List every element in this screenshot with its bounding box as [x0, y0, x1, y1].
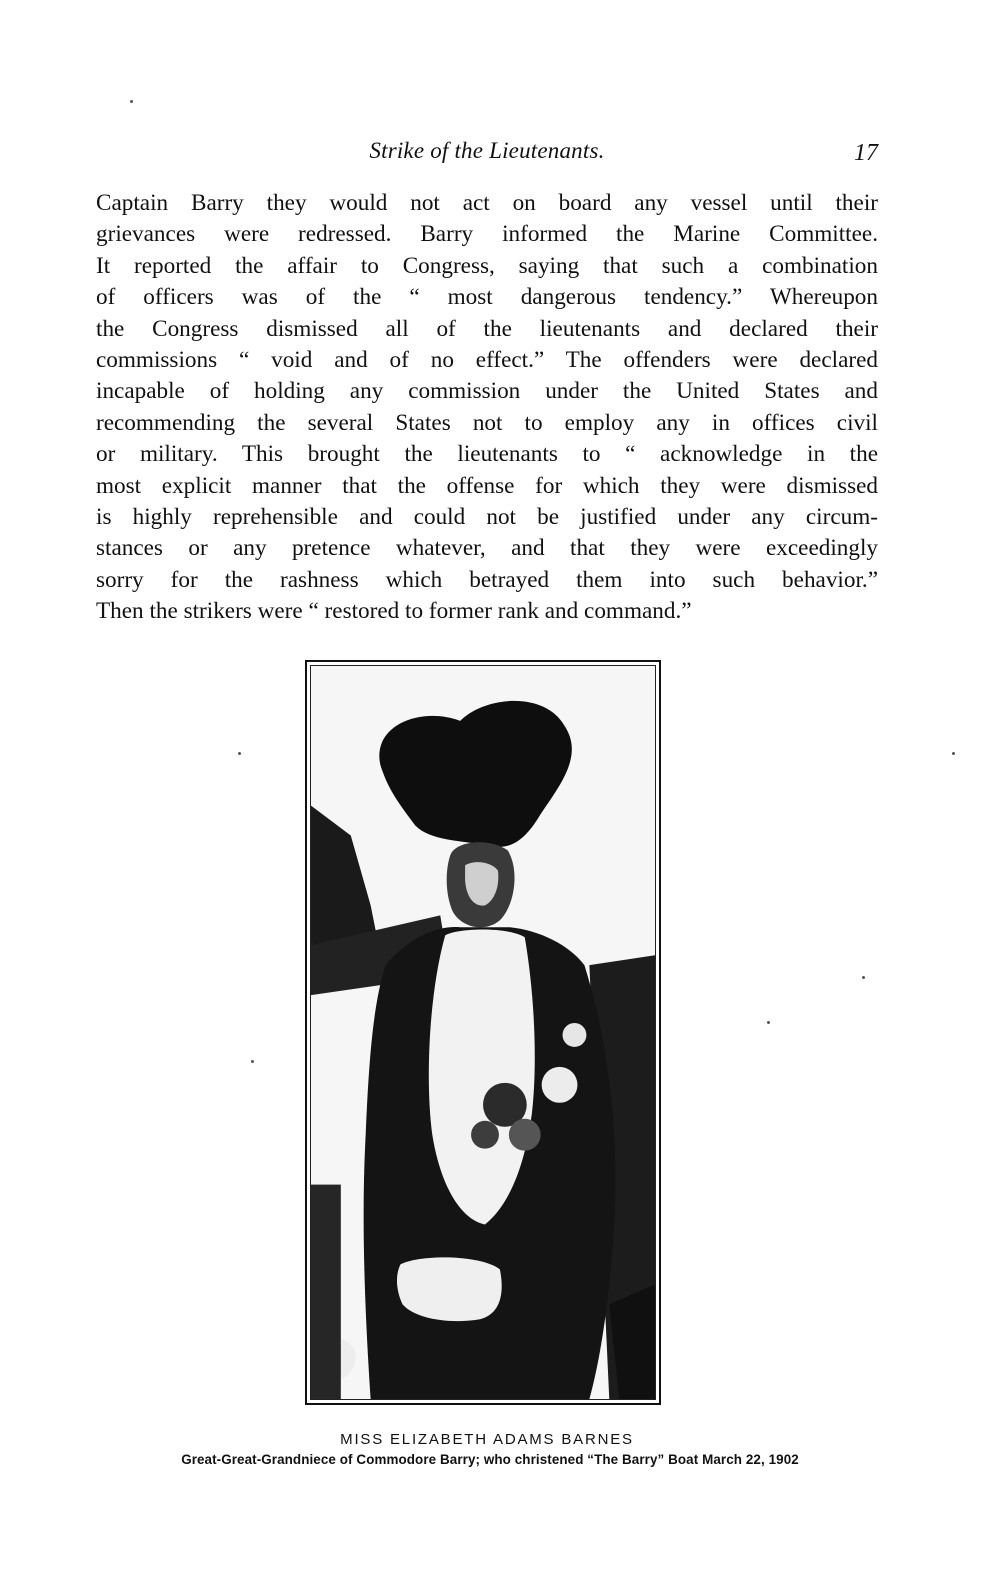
portrait-photo-frame	[305, 660, 661, 1405]
text-line: grievances were redressed. Barry informed the Marine Committee.	[96, 221, 878, 248]
scan-speck	[238, 752, 241, 755]
text-line: Captain Barry they would not act on board any vessel until their	[96, 190, 878, 216]
text-line: Then the strikers were “ restored to former rank and command.”	[96, 598, 692, 625]
portrait-illustration	[311, 666, 655, 1399]
scan-speck	[251, 1060, 254, 1063]
photo-caption-description: Great-Great-Grandniece of Commodore Barry; who christened “The Barry” Boat March 22, 1902	[181, 1452, 799, 1467]
photo-caption-name: MISS ELIZABETH ADAMS BARNES	[340, 1431, 634, 1448]
text-line: commissions “ void and of no effect.” The offenders were declared	[96, 346, 878, 373]
running-head	[96, 138, 878, 174]
text-line: sorry for the rashness which betrayed them into such behavior.”	[96, 566, 878, 593]
text-line: or military. This brought the lieutenants to “ acknowledge in the	[96, 441, 878, 468]
running-title: Strike of the Lieutenants.	[369, 138, 605, 163]
text-line: is highly reprehensible and could not be justified under any circum-	[96, 503, 878, 530]
text-line: recommending the several States not to employ any in offices civil	[96, 409, 878, 436]
scan-speck	[130, 100, 133, 103]
text-line: the Congress dismissed all of the lieutenants and declared their	[96, 315, 878, 342]
scan-speck	[862, 976, 865, 979]
text-line: stances or any pretence whatever, and that they were exceedingly	[96, 535, 878, 562]
text-line: incapable of holding any commission under the United States and	[96, 378, 878, 405]
body-paragraph	[96, 188, 878, 627]
text-line: It reported the affair to Congress, saying that such a combination	[96, 252, 878, 279]
text-line: of officers was of the “ most dangerous tendency.” Whereupon	[96, 284, 878, 311]
scan-speck	[767, 1021, 770, 1024]
scan-speck	[952, 752, 955, 755]
page-number: 17	[854, 140, 878, 166]
text-line: most explicit manner that the offense for which they were dismissed	[96, 472, 878, 499]
portrait-photo	[310, 665, 656, 1400]
